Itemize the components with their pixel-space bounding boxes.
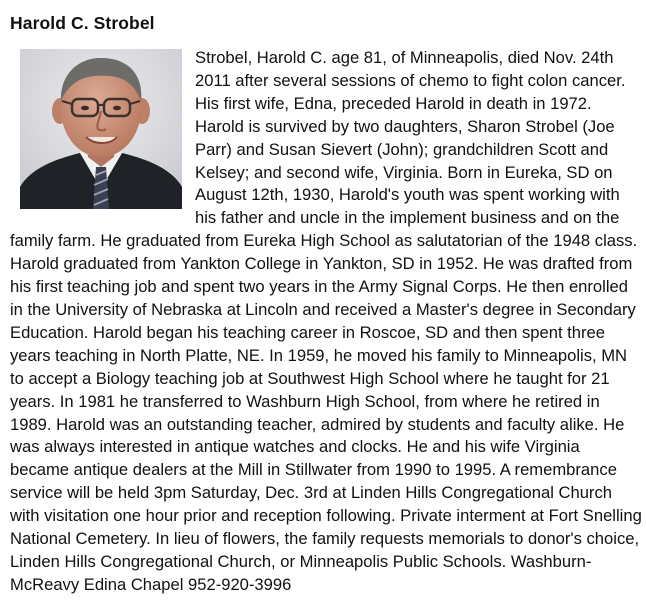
obituary-text: Strobel, Harold C. age 81, of Minneapolis, died Nov. 24th 2011 after several sessions of chemo to fight colon cancer. His first wife, Edna, preceded Harold in death in 1972. Harold is survived by two daughters, Sharon Strobel (Joe Parr) and Susan Sievert (John); grandchildren Scott and Kelsey; and second wife, Virginia. Born in Eureka, SD on August 12th, 1930, Harold's youth was spent working with his father and uncle in the implement business and on the family farm. He graduated from Eureka High School as salutatorian of the 1948 class. Harold graduated from Yankton College in Yankton, SD in 1952. He was drafted from his first teaching job and spent two years in the Army Signal Corps. He then enrolled in the University of Nebraska at Lincoln and received a Master's degree in Secondary Education. Harold began his teaching career in Roscoe, SD and then spent three years teaching in North Platte, NE. In 1959, he moved his family to Minneapolis, MN to accept a Biology teaching job at Southwest High School where he taught for 21 years. In 1981 he transferred to Washburn High School, from where he retired in 1989. Harold was an outstanding teacher, admired by students and faculty alike. He was always interested in antique watches and clocks. He and his wife Virginia became antique dealers at the Mill in Stillwater from 1990 to 1995. A remembrance service will be held 3pm Saturday, Dec. 3rd at Linden Hills Congregational Church with visitation one hour prior and reception following. Private interment at Fort Snelling National Cemetery. In lieu of flowers, the family requests memorials to donor's choice, Linden Hills Congregational Church, or Minneapolis Public Schools. Washburn-McReavy Edina Chapel 952-920-3996 [10, 48, 642, 594]
obituary-body [10, 47, 642, 597]
left-eye [81, 106, 89, 111]
portrait-photo [20, 49, 182, 209]
portrait-illustration [20, 49, 182, 209]
right-eye [113, 106, 121, 111]
page-title: Harold C. Strobel [10, 13, 155, 33]
